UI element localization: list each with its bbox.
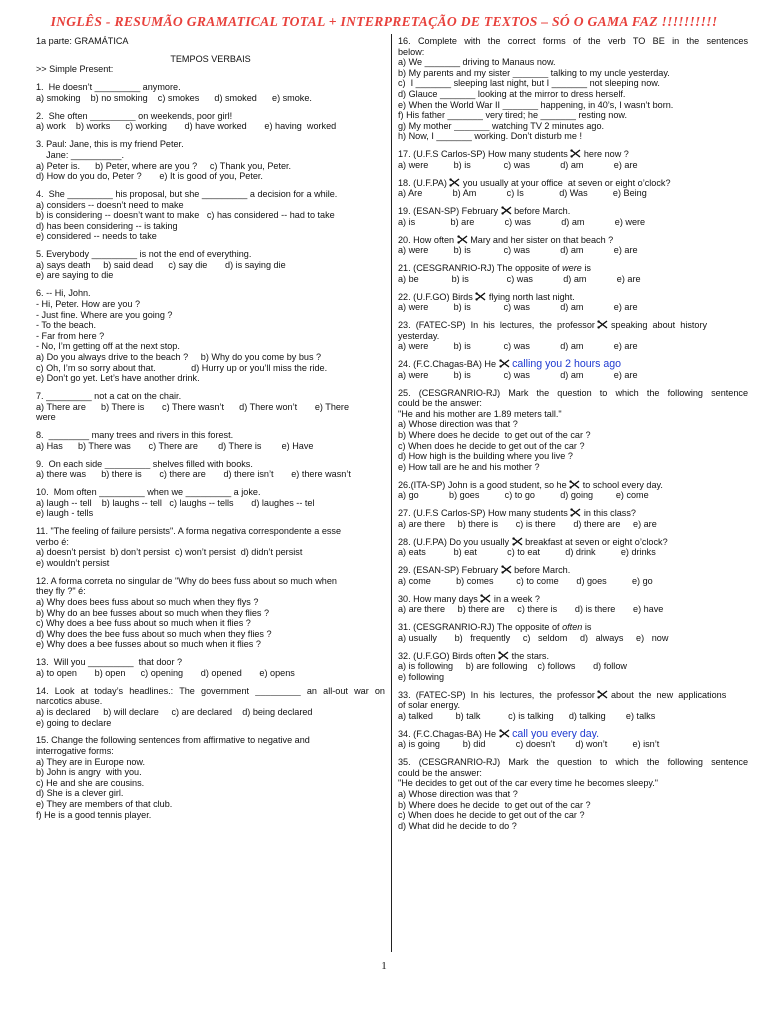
question-text: 34. (F.C.Chagas-BA) He call you every day. [398, 728, 600, 740]
answer-options: a) come b) comes c) to come d) goes e) go [398, 575, 653, 586]
answer-options: a) were b) is c) was d) am e) are [398, 159, 638, 170]
answer-options: d) How do you do, Peter ? e) It is good of you, Peter. [36, 171, 263, 182]
answer-options: a) Whose direction was that ? [398, 419, 518, 430]
question-15 [36, 735, 385, 820]
dialogue-line: - Far from here ? [36, 330, 105, 341]
sentence-item: e) They are members of that club. [36, 798, 173, 809]
answer-options: b) Where does he decide to get out of the car ? [398, 430, 591, 441]
left-column [36, 36, 385, 820]
answer-options: a) work b) works c) working d) have worked e) having worked [36, 121, 337, 132]
question-text: yesterday. [398, 330, 440, 341]
scissors-icon [475, 292, 486, 301]
answer-options: d) Why does the bee fuss about so much when they flies ? [36, 628, 272, 639]
question-text: 21. (CESGRANRIO-RJ) The opposite of were is [398, 263, 591, 274]
sentence-item: h) Now, I _______ working. Don’t disturb me ! [398, 131, 582, 142]
sentence-item: e) When the World War II _______ happening, in 40’s, I wasn’t born. [398, 99, 674, 110]
answer-options: e) laugh - tells [36, 508, 94, 519]
answer-options: a) there was b) there is c) there are d) there isn’t e) there wasn’t [36, 469, 351, 480]
question-text: they fly ?" é: [36, 586, 86, 597]
scissors-icon [499, 359, 510, 368]
answer-options: a) Are b) Am c) Is d) Was e) Being [398, 188, 647, 199]
question-text: 15. Change the following sentences from affirmative to negative and [36, 735, 310, 746]
question-text: verbo é: [36, 536, 69, 547]
sentence-item: b) John is angry with you. [36, 767, 142, 778]
question-text: 18. (U.F.PA) you usually at your office at seven or eight o’clock? [398, 177, 671, 188]
question-13 [36, 657, 385, 678]
question-text: could be the answer: [398, 398, 482, 409]
sentence-item: c) I _______ sleeping last night, but I _______ not sleeping now. [398, 78, 660, 89]
question-3 [36, 139, 385, 181]
question-28 [398, 537, 748, 558]
answer-options: c) When does he decide to get out of the car ? [398, 440, 585, 451]
column-divider [391, 34, 392, 952]
answer-options: a) considers -- doesn’t need to make [36, 199, 184, 210]
part-title: 1a parte: GRAMÁTICA [36, 36, 129, 46]
sentence-item: g) My mother _______ watching TV 2 minutes ago. [398, 120, 605, 131]
sentence-item: f) He is a good tennis player. [36, 809, 152, 820]
answer-options: e) Don’t go yet. Let’s have another drink. [36, 373, 200, 384]
question-text: 12. A forma correta no singular de "Why do bees fuss about so much when [36, 575, 337, 586]
answer-options: c) When does he decide to get out of the car ? [398, 810, 585, 821]
question-text: 7. _________ not a cat on the chair. [36, 391, 182, 401]
question-text: 33. (FATEC-SP) In his lectures, the professor about the new applications [398, 689, 727, 700]
answer-options: a) were b) is c) was d) am e) are [398, 369, 638, 380]
question-text: 3. Paul: Jane, this is my friend Peter. [36, 139, 184, 150]
answer-options: e) considered -- needs to take [36, 231, 157, 242]
blue-phrase: calling you 2 hours ago [512, 359, 622, 370]
quoted-sentence: "He decides to get out of the car every time he becomes sleepy." [398, 778, 659, 789]
question-26 [398, 480, 748, 501]
answer-options: e) following [398, 671, 444, 682]
question-8 [36, 430, 385, 451]
sentence-item: c) He and she are cousins. [36, 777, 145, 788]
question-text: 27. (U.F.S Carlos-SP) How many students in this class? [398, 508, 636, 519]
answer-options: e) wouldn’t persist [36, 557, 110, 568]
answer-options: a) be b) is c) was d) am e) are [398, 273, 641, 284]
answer-options: e) Why does a bee fusses about so much when it flies ? [36, 639, 261, 650]
question-32 [398, 651, 748, 683]
answer-options: a) Why does bees fuss about so much when they flys ? [36, 596, 259, 607]
question-24 [398, 359, 748, 380]
answer-options: a) Peter is. b) Peter, where are you ? c) Thank you, Peter. [36, 160, 292, 171]
answer-options: a) There are b) There is c) There wasn’t d) There won’t e) There [36, 401, 350, 412]
answer-options: b) Where does he decide to get out of the car ? [398, 799, 591, 810]
answer-options: a) are there b) there is c) is there d) there are e) are [398, 518, 657, 529]
page-header: INGLÊS - RESUMÃO GRAMATICAL TOTAL + INTERPRETAÇÃO DE TEXTOS – SÓ O GAMA FAZ !!!!!!!!!! [50, 14, 718, 29]
scissors-icon [597, 320, 608, 329]
scissors-icon [570, 508, 581, 517]
question-5 [36, 249, 385, 281]
question-text: 16. Complete with the correct forms of the verb TO BE in the sentences [398, 36, 748, 46]
answer-options: a) were b) is c) was d) am e) are [398, 245, 638, 256]
answer-options: b) is considering -- doesn’t want to make c) has considered -- had to take [36, 210, 335, 221]
question-19 [398, 206, 748, 227]
section-title: TEMPOS VERBAIS [170, 53, 251, 64]
subsection-title: >> Simple Present: [36, 64, 114, 75]
question-27 [398, 508, 748, 529]
answer-options: e) are saying to die [36, 270, 114, 281]
answer-options: a) eats b) eat c) to eat d) drink e) drinks [398, 547, 656, 558]
dialogue-line: - No, I’m getting off at the next stop. [36, 341, 180, 352]
sentence-item: a) We _______ driving to Manaus now. [398, 57, 556, 68]
question-18 [398, 178, 748, 199]
answer-options: c) Why does a bee fuss about so much when it flies ? [36, 618, 251, 629]
answer-options: a) Do you always drive to the beach ? b) Why do you come by bus ? [36, 351, 322, 362]
scissors-icon [499, 729, 510, 738]
answer-options: a) is declared b) will declare c) are declared d) being declared [36, 706, 313, 717]
answer-options: a) doesn’t persist b) don’t persist c) won’t persist d) didn’t persist [36, 547, 303, 558]
scissors-icon [501, 206, 512, 215]
question-text: 26.(ITA-SP) John is a good student, so he to school every day. [398, 479, 663, 490]
question-text: 11. "The feeling of failure persists". A forma negativa correspondente a esse [36, 526, 342, 537]
question-text: 14. Look at today’s headlines.: The government _________ an all-out war on [36, 685, 385, 696]
question-text: interrogative forms: [36, 746, 114, 756]
sentence-item: d) She is a clever girl. [36, 788, 124, 799]
question-text: 25. (CESGRANRIO-RJ) Mark the question to which the following sentence [398, 387, 748, 398]
question-11 [36, 526, 385, 568]
answer-options: a) Has b) There was c) There are d) There is e) Have [36, 440, 314, 451]
answer-options: b) Why do an bee fusses about so much when they flies ? [36, 607, 270, 618]
question-text: below: [398, 46, 425, 57]
question-29 [398, 565, 748, 586]
question-text: narcotics abuse. [36, 696, 103, 707]
sentence-item: f) His father _______ very tired; he _______ resting now. [398, 110, 627, 121]
question-text: 5. Everybody _________ is not the end of everything. [36, 249, 252, 260]
question-text: 19. (ESAN-SP) February before March. [398, 206, 571, 217]
answer-options: a) to open b) open c) opening d) opened e) opens [36, 667, 295, 678]
scissors-icon [570, 149, 581, 158]
answer-options: were [36, 412, 56, 423]
sentence-item: d) Glauce _______ looking at the mirror to dress herself. [398, 88, 626, 99]
answer-options: a) talked b) talk c) is talking d) talking e) talks [398, 710, 656, 721]
question-text: 20. How often Mary and her sister on that beach ? [398, 234, 614, 245]
question-2 [36, 111, 385, 132]
answer-options: c) Oh, I’m so sorry about that. d) Hurry up or you’ll miss the ride. [36, 362, 328, 373]
sentence-item: b) My parents and my sister _______ talking to my uncle yesterday. [398, 67, 670, 78]
answer-options: a) smoking b) no smoking c) smokes d) smoked e) smoke. [36, 92, 312, 103]
question-text: 6. -- Hi, John. [36, 288, 91, 299]
answer-options: a) usually b) frequently c) seldom d) always e) now [398, 632, 669, 643]
answer-options: a) is going b) did c) doesn’t d) won’t e) isn’t [398, 739, 660, 750]
answer-options: d) What did he decide to do ? [398, 820, 517, 831]
question-10 [36, 487, 385, 519]
question-text: 8. ________ many trees and rivers in this forest. [36, 430, 234, 441]
question-text: 29. (ESAN-SP) February before March. [398, 565, 571, 576]
scissors-icon [457, 235, 468, 244]
scissors-icon [480, 594, 491, 603]
right-column [398, 36, 748, 831]
question-text: 23. (FATEC-SP) In his lectures, the professor speaking about history [398, 320, 708, 331]
question-text: 22. (U.F.GO) Birds flying north last night. [398, 291, 575, 302]
answer-options: a) were b) is c) was d) am e) are [398, 302, 638, 313]
question-9 [36, 459, 385, 480]
question-34 [398, 729, 748, 750]
scissors-icon [449, 178, 460, 187]
question-text: of solar energy. [398, 700, 461, 711]
question-12 [36, 576, 385, 650]
question-22 [398, 292, 748, 313]
question-17 [398, 149, 748, 170]
question-text: 31. (CESGRANRIO-RJ) The opposite of often is [398, 622, 592, 633]
question-text: 24. (F.C.Chagas-BA) He calling you 2 hours ago [398, 359, 622, 370]
scissors-icon [501, 565, 512, 574]
question-text: 35. (CESGRANRIO-RJ) Mark the question to which the following sentence [398, 757, 748, 768]
answer-options: e) How tall are he and his mother ? [398, 461, 540, 472]
scissors-icon [498, 651, 509, 660]
answer-options: d) How high is the building where you live ? [398, 451, 573, 462]
question-text: 17. (U.F.S Carlos-SP) How many students here now ? [398, 149, 629, 160]
answer-options: e) going to declare [36, 717, 112, 728]
question-text: 30. How many days in a week ? [398, 593, 540, 604]
question-7 [36, 391, 385, 423]
question-text: Jane: __________. [36, 149, 124, 160]
dialogue-line: - Hi, Peter. How are you ? [36, 298, 141, 309]
question-14 [36, 686, 385, 728]
answer-options: a) Whose direction was that ? [398, 789, 518, 800]
dialogue-line: - Just fine. Where are you going ? [36, 309, 173, 320]
question-33 [398, 690, 748, 722]
page-number: 1 [381, 960, 387, 972]
question-text: 9. On each side _________ shelves filled with books. [36, 458, 253, 469]
quoted-sentence: "He and his mother are 1.89 meters tall." [398, 408, 562, 419]
question-23 [398, 320, 748, 352]
question-text: 1. He doesn’t _________ anymore. [36, 82, 181, 93]
blue-phrase: call you every day. [512, 728, 600, 740]
answer-options: a) is b) are c) was d) am e) were [398, 216, 646, 227]
question-31 [398, 622, 748, 643]
sentence-item: a) They are in Europe now. [36, 756, 146, 767]
answer-options: a) laugh -- tell b) laughs -- tell c) laughs -- tells d) laughes -- tel [36, 497, 315, 508]
question-25 [398, 388, 748, 473]
question-text: 10. Mom often _________ when we _________ a joke. [36, 487, 261, 498]
question-4 [36, 189, 385, 242]
answer-options: a) go b) goes c) to go d) going e) come [398, 490, 649, 501]
answer-options: a) says death b) said dead c) say die d) is saying die [36, 259, 286, 270]
question-text: could be the answer: [398, 767, 482, 778]
question-30 [398, 594, 748, 615]
scissors-icon [512, 537, 523, 546]
question-16 [398, 36, 748, 142]
answer-options: d) has been considering -- is taking [36, 220, 178, 231]
question-text: 4. She _________ his proposal, but she _________ a decision for a while. [36, 189, 338, 200]
answer-options: a) were b) is c) was d) am e) are [398, 341, 638, 352]
answer-options: a) is following b) are following c) follows d) follow [398, 661, 627, 672]
question-text: 28. (U.F.PA) Do you usually breakfast at seven or eight o’clock? [398, 536, 668, 547]
question-text: 13. Will you _________ that door ? [36, 657, 183, 668]
dialogue-line: - To the beach. [36, 320, 96, 331]
question-20 [398, 235, 748, 256]
answer-options: a) are there b) there are c) there is d) is there e) have [398, 604, 664, 615]
question-text: 32. (U.F.GO) Birds often the stars. [398, 650, 550, 661]
question-1 [36, 82, 385, 103]
question-6 [36, 288, 385, 383]
question-21 [398, 263, 748, 284]
scissors-icon [569, 480, 580, 489]
question-text: 2. She often _________ on weekends, poor girl! [36, 110, 233, 121]
scissors-icon [597, 690, 608, 699]
question-35 [398, 757, 748, 831]
